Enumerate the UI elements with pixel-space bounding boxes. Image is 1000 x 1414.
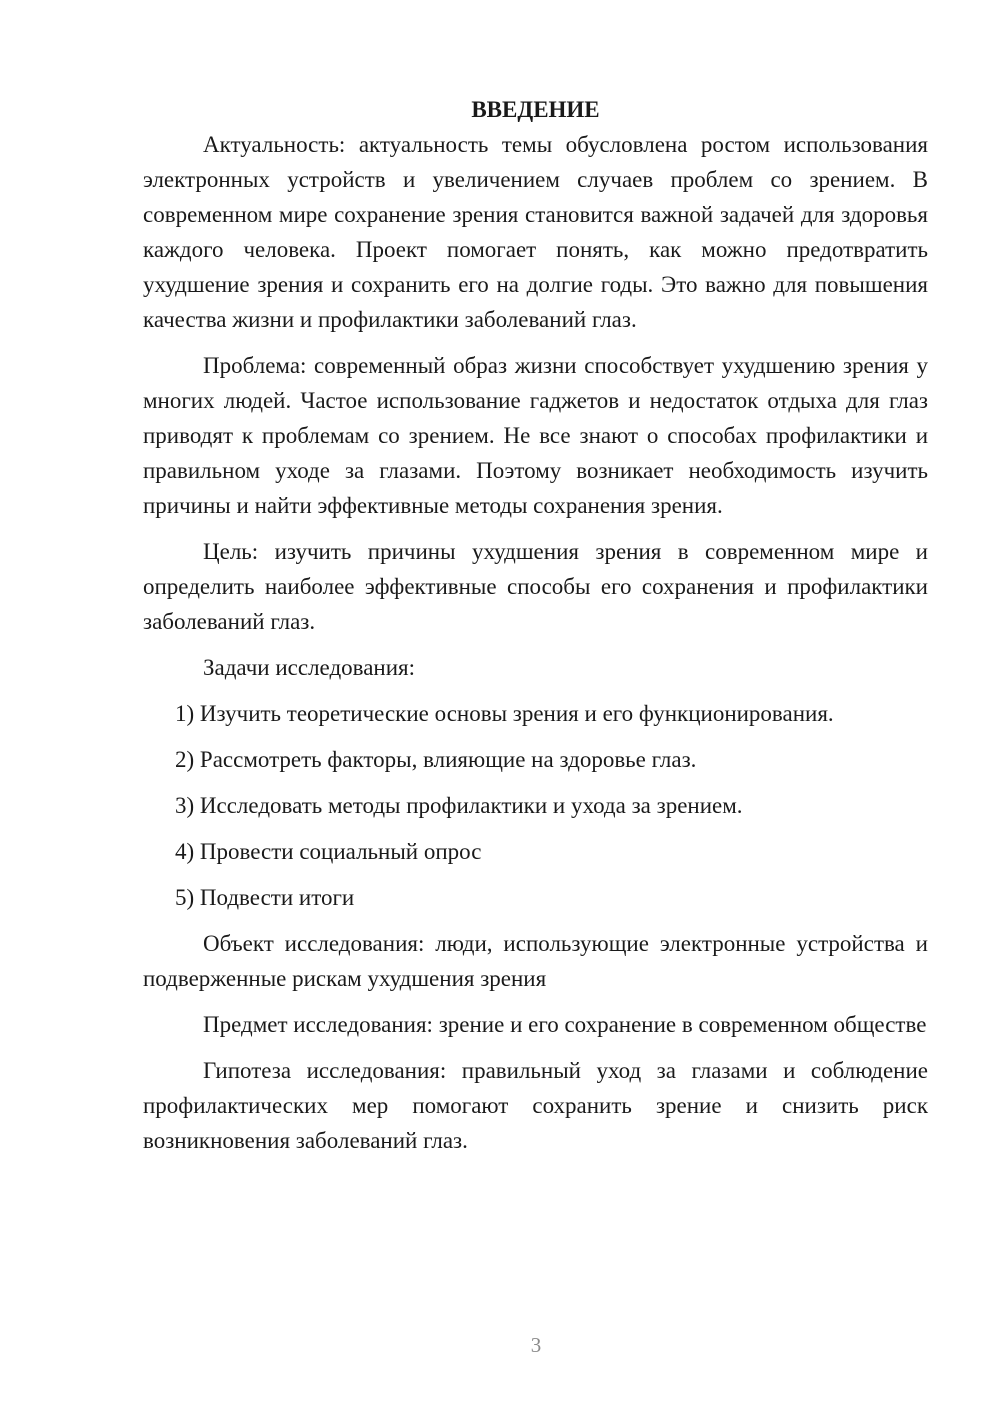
paragraph-hypothesis: Гипотеза исследования: правильный уход за глазами и соблюдение профилактических мер помогают сохранить зрение и снизить риск возникновения заболеваний глаз. bbox=[143, 1058, 928, 1153]
list-item: 4) Провести социальный опрос bbox=[175, 839, 482, 864]
paragraph-goal: Цель: изучить причины ухудшения зрения в современном мире и определить наиболее эффективные способы его сохранения и профилактики заболеваний глаз. bbox=[143, 539, 928, 634]
paragraph-problem: Проблема: современный образ жизни способствует ухудшению зрения у многих людей. Частое использование гаджетов и недостаток отдыха для глаз приводят к проблемам со зрением. Не все знают о способах профилактики и правильном уходе за глазами. Поэтому возникает необходимость изучить причины и найти эффективные методы сохранения зрения. bbox=[143, 353, 928, 518]
tasks-heading: Задачи исследования: bbox=[203, 655, 416, 680]
list-item: 2) Рассмотреть факторы, влияющие на здоровье глаз. bbox=[175, 747, 697, 772]
section-title: ВВЕДЕНИЕ bbox=[471, 97, 600, 122]
paragraph-subject: Предмет исследования: зрение и его сохранение в современном обществе bbox=[203, 1012, 927, 1037]
document-page bbox=[143, 92, 928, 1158]
tasks-list bbox=[143, 696, 928, 915]
list-item: 5) Подвести итоги bbox=[175, 885, 355, 910]
page-number: 3 bbox=[530, 1333, 542, 1357]
list-item: 1) Изучить теоретические основы зрения и его функционирования. bbox=[175, 701, 834, 726]
paragraph-relevance: Актуальность: актуальность темы обусловлена ростом использования электронных устройств и увеличением случаев проблем со зрением. В современном мире сохранение зрения становится важной задачей для здоровья каждого человека. Проект помогает понять, как можно предотвратить ухудшение зрения и сохранить его на долгие годы. Это важно для повышения качества жизни и профилактики заболеваний глаз. bbox=[143, 132, 928, 332]
list-item: 3) Исследовать методы профилактики и ухода за зрением. bbox=[175, 793, 743, 818]
paragraph-object: Объект исследования: люди, использующие электронные устройства и подверженные рискам ухудшения зрения bbox=[143, 931, 928, 991]
